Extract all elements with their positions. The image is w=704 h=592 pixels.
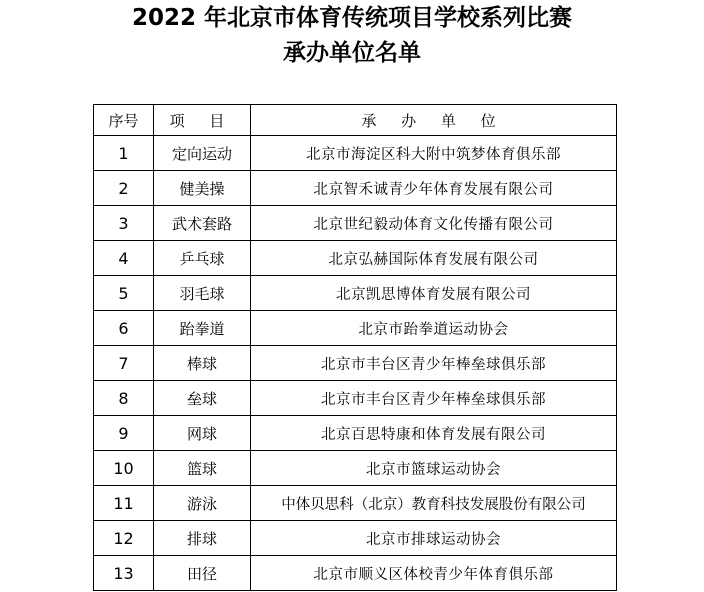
row-event: 网球 bbox=[154, 416, 251, 451]
row-number: 3 bbox=[94, 206, 154, 241]
row-number: 9 bbox=[94, 416, 154, 451]
row-number: 8 bbox=[94, 381, 154, 416]
row-number: 10 bbox=[94, 451, 154, 486]
table-row bbox=[94, 381, 617, 416]
row-organizer: 中体贝思科（北京）教育科技发展股份有限公司 bbox=[251, 486, 617, 521]
row-organizer: 北京凯思博体育发展有限公司 bbox=[251, 276, 617, 311]
row-organizer: 北京市丰台区青少年棒垒球俱乐部 bbox=[251, 381, 617, 416]
row-number: 6 bbox=[94, 311, 154, 346]
row-number: 4 bbox=[94, 241, 154, 276]
row-number: 12 bbox=[94, 521, 154, 556]
table-row bbox=[94, 556, 617, 591]
header-serial-number: 序号 bbox=[94, 105, 154, 136]
table-row bbox=[94, 171, 617, 206]
table-row bbox=[94, 206, 617, 241]
table-row bbox=[94, 486, 617, 521]
row-organizer: 北京市顺义区体校青少年体育俱乐部 bbox=[251, 556, 617, 591]
row-number: 11 bbox=[94, 486, 154, 521]
document-title: 2022 年北京市体育传统项目学校系列比赛 bbox=[131, 5, 573, 31]
row-organizer: 北京市篮球运动协会 bbox=[251, 451, 617, 486]
table-header bbox=[94, 105, 617, 136]
row-number: 5 bbox=[94, 276, 154, 311]
table-row bbox=[94, 276, 617, 311]
table-row bbox=[94, 136, 617, 171]
row-organizer: 北京世纪毅动体育文化传播有限公司 bbox=[251, 206, 617, 241]
row-number: 2 bbox=[94, 171, 154, 206]
row-event: 排球 bbox=[154, 521, 251, 556]
table-row bbox=[94, 346, 617, 381]
row-organizer: 北京市跆拳道运动协会 bbox=[251, 311, 617, 346]
row-organizer: 北京市排球运动协会 bbox=[251, 521, 617, 556]
row-event: 健美操 bbox=[154, 171, 251, 206]
row-event: 垒球 bbox=[154, 381, 251, 416]
organizer-table bbox=[93, 104, 617, 591]
row-organizer: 北京百思特康和体育发展有限公司 bbox=[251, 416, 617, 451]
table-row bbox=[94, 241, 617, 276]
document-subtitle: 承办单位名单 bbox=[283, 40, 421, 66]
row-organizer: 北京弘赫国际体育发展有限公司 bbox=[251, 241, 617, 276]
row-event: 羽毛球 bbox=[154, 276, 251, 311]
table-row bbox=[94, 416, 617, 451]
row-event: 篮球 bbox=[154, 451, 251, 486]
row-event: 田径 bbox=[154, 556, 251, 591]
table-row bbox=[94, 451, 617, 486]
row-event: 跆拳道 bbox=[154, 311, 251, 346]
row-organizer: 北京市海淀区科大附中筑梦体育俱乐部 bbox=[251, 136, 617, 171]
row-event: 棒球 bbox=[154, 346, 251, 381]
row-number: 1 bbox=[94, 136, 154, 171]
row-number: 7 bbox=[94, 346, 154, 381]
header-organizer: 承 办 单 位 bbox=[251, 105, 617, 136]
table-row bbox=[94, 521, 617, 556]
row-event: 武术套路 bbox=[154, 206, 251, 241]
table-body bbox=[94, 136, 617, 591]
row-organizer: 北京市丰台区青少年棒垒球俱乐部 bbox=[251, 346, 617, 381]
table-row bbox=[94, 311, 617, 346]
row-event: 乒乓球 bbox=[154, 241, 251, 276]
header-row bbox=[94, 105, 617, 136]
row-number: 13 bbox=[94, 556, 154, 591]
row-organizer: 北京智禾诚青少年体育发展有限公司 bbox=[251, 171, 617, 206]
row-event: 游泳 bbox=[154, 486, 251, 521]
row-event: 定向运动 bbox=[154, 136, 251, 171]
header-event: 项 目 bbox=[154, 105, 251, 136]
